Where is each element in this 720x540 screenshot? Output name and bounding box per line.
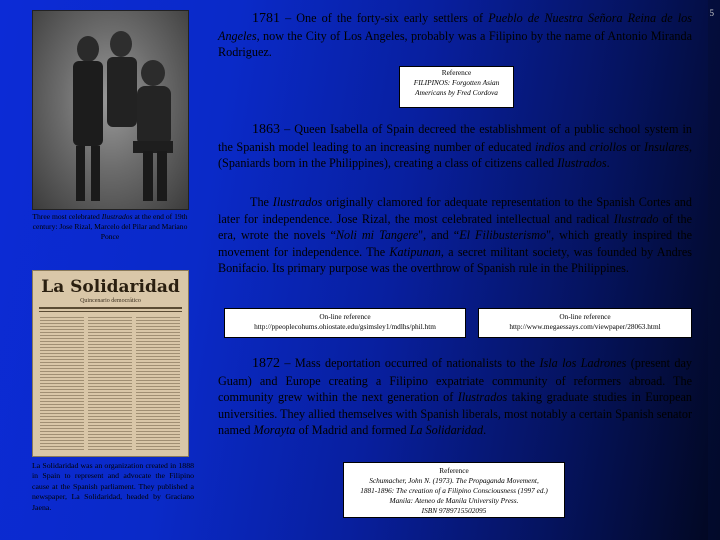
newspaper-column — [136, 315, 180, 450]
reference-citation-line: Schumacher, John N. (1973). The Propaganda Movement, — [369, 476, 539, 485]
section-1872-text: 1872 – Mass deportation occurred of nationalists to the Isla los Ladrones (present day Guam) and Europe creating a Filipino expatriate community of reformers abroad. The community grew within the next generation of Ilustrados taking graduate studies in European universities. They allied themselves with Spanish liberals, most notably a certain Spanish senator named Morayta of Madrid and formed La Solidaridad. — [218, 356, 692, 438]
newspaper-column — [40, 315, 84, 450]
reference-citation-line: 1881-1896: The creation of a Filipino Consciousness (1997 ed.) — [360, 486, 548, 495]
la-solidaridad-newspaper-image — [32, 270, 189, 457]
photo-caption: Three most celebrated Ilustrados at the end of 19th century: Jose Rizal, Marcelo del Pilar and Mariano Ponce — [32, 212, 188, 241]
ilustrados-photo — [32, 10, 189, 210]
section-1863-text: 1863 – Queen Isabella of Spain decreed the establishment of a public school system in the Spanish model leading to an increasing number of educated indios and criollos or Insulares, (Spaniards born in the Philippines), creating a class of citizens called Ilustrados. — [218, 122, 693, 171]
newspaper-title: La Solidaridad — [41, 277, 180, 297]
reference-url-link[interactable]: http://www.megaessays.com/viewpaper/28063.html — [509, 322, 661, 331]
reference-title: Reference — [439, 466, 469, 475]
newspaper-rule — [39, 307, 182, 309]
newspaper-subtitle: Quincenario democrático — [80, 298, 141, 304]
reference-url-link[interactable]: http://ppeoplecohums.ohiostate.edu/gsimsley1/mdlhs/phil.htm — [254, 322, 436, 331]
reference-isbn: ISBN 9789715502095 — [421, 506, 487, 515]
section-1781-text: 1781 – One of the forty-six early settlers of Pueblo de Nuestra Señora Reina de los Angeles, now the City of Los Angeles, probably was a Filipino by the name of Antonio Miranda Rodriguez. — [218, 11, 692, 60]
online-reference-box-1 — [224, 308, 466, 338]
ilustrados-figures-image — [33, 11, 188, 209]
reference-box-4 — [343, 462, 565, 518]
reference-citation-line: Manila: Ateneo de Manila University Press. — [389, 496, 519, 505]
online-reference-box-2 — [478, 308, 692, 338]
reference-box-1 — [399, 66, 514, 108]
newspaper-rule-thin — [39, 311, 182, 312]
reference-title: On-line reference — [319, 312, 371, 321]
page-number: 5 — [709, 8, 714, 18]
newspaper-column — [88, 315, 132, 450]
reference-title: On-line reference — [559, 312, 611, 321]
reference-title: Reference — [441, 68, 472, 77]
newspaper-caption: La Solidaridad was an organization created in 1888 in Spain to represent and advocate the Filipino cause at the Spanish parliament. They published a newspaper, La Solidaridad, headed by Graciano Jaena. — [32, 461, 194, 512]
section-ilustrados-text: The Ilustrados originally clamored for adequate representation to the Spanish Cortes and later for independence. Jose Rizal, the most celebrated intellectual and radical Ilustrado of the era, wrote the novels “Noli mi Tangere", and “El Filibusterismo", which greatly inspired the movement for independence. The Katipunan, a secret militant society, was founded by Andres Bonifacio. Its primary purpose was the overthrow of Spanish rule in the Philippines. — [218, 195, 692, 276]
reference-citation: FILIPINOS: Forgotten Asian Americans by Fred Cordova — [413, 78, 500, 97]
